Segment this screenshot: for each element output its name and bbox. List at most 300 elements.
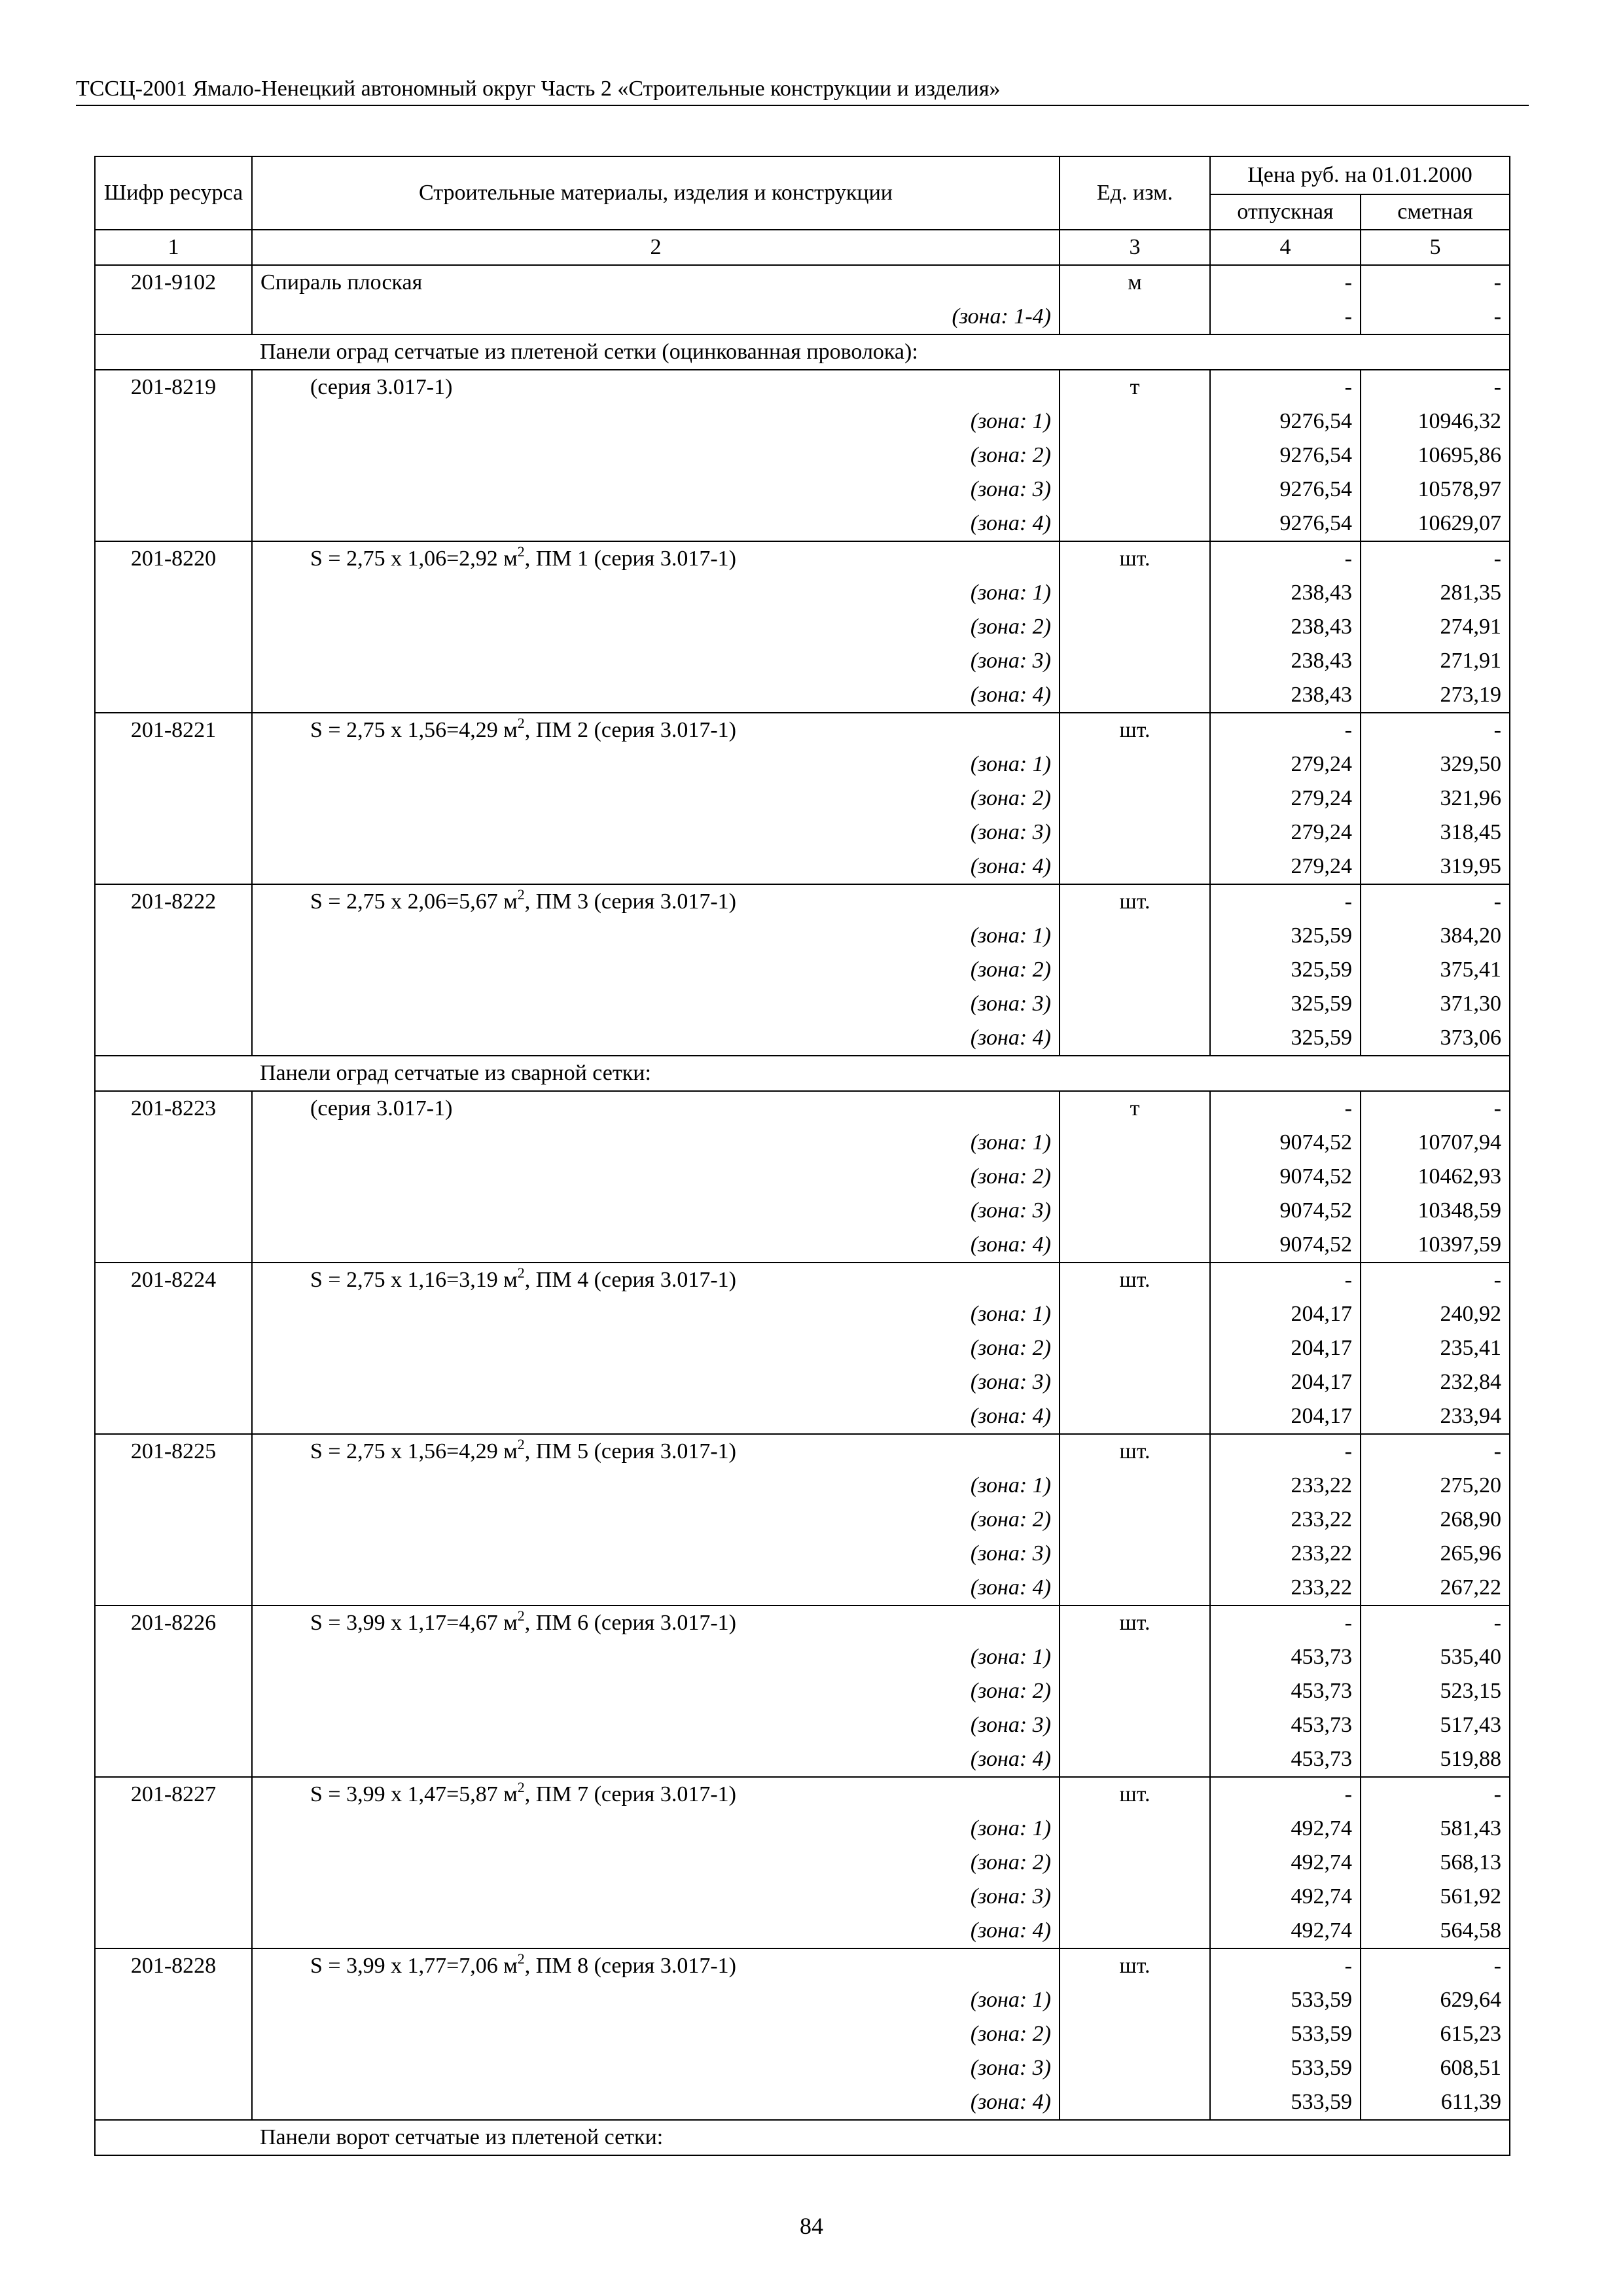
unit-of-measure xyxy=(1060,1812,1210,1846)
table-row-zone xyxy=(95,1571,1510,1605)
table-row-zone xyxy=(95,1194,1510,1228)
table-row-zone xyxy=(95,1365,1510,1399)
resource-code xyxy=(95,1846,252,1880)
estimate-price: - xyxy=(1361,300,1510,334)
zone-label: (зона: 2) xyxy=(252,1674,1060,1708)
zone-label: (зона: 1) xyxy=(252,404,1060,439)
table-row-item xyxy=(95,1434,1510,1469)
resource-code: 201-8227 xyxy=(95,1777,252,1812)
zone-label: (зона: 3) xyxy=(252,473,1060,507)
unit-of-measure: т xyxy=(1060,370,1210,404)
resource-code xyxy=(95,1021,252,1056)
superscript: 2 xyxy=(517,1607,525,1624)
release-price: - xyxy=(1210,1948,1361,1983)
estimate-price: 581,43 xyxy=(1361,1812,1510,1846)
resource-code xyxy=(95,1399,252,1434)
item-name xyxy=(252,884,1060,919)
estimate-price: 568,13 xyxy=(1361,1846,1510,1880)
item-name-text: S = 3,99 х 1,47=5,87 м xyxy=(310,1782,518,1806)
estimate-price: 268,90 xyxy=(1361,1503,1510,1537)
estimate-price: - xyxy=(1361,1091,1510,1126)
zone-label: (зона: 4) xyxy=(252,1228,1060,1263)
table-row-item xyxy=(95,1948,1510,1983)
release-price: 279,24 xyxy=(1210,816,1361,850)
column-number: 2 xyxy=(252,230,1060,265)
superscript: 2 xyxy=(517,1436,525,1452)
unit-of-measure xyxy=(1060,1365,1210,1399)
table-row-zone xyxy=(95,1297,1510,1331)
item-name xyxy=(252,1434,1060,1469)
table-row-zone xyxy=(95,1399,1510,1434)
unit-of-measure xyxy=(1060,1571,1210,1605)
resource-code: 201-8224 xyxy=(95,1263,252,1297)
estimate-price: 629,64 xyxy=(1361,1983,1510,2017)
release-price: 453,73 xyxy=(1210,1640,1361,1674)
item-name-text: S = 3,99 х 1,17=4,67 м xyxy=(310,1611,518,1635)
table-row-zone xyxy=(95,300,1510,334)
unit-of-measure xyxy=(1060,1914,1210,1948)
estimate-price: - xyxy=(1361,265,1510,300)
section-row xyxy=(95,1056,1510,1091)
zone-label: (зона: 1) xyxy=(252,1812,1060,1846)
table-row-zone xyxy=(95,1126,1510,1160)
table-row-zone xyxy=(95,781,1510,816)
superscript: 2 xyxy=(517,1950,525,1967)
zone-label: (зона: 2) xyxy=(252,1160,1060,1194)
item-name-text: S = 3,99 х 1,77=7,06 м xyxy=(310,1954,518,1978)
unit-of-measure xyxy=(1060,987,1210,1021)
table-row-zone xyxy=(95,1160,1510,1194)
unit-of-measure: т xyxy=(1060,1091,1210,1126)
table-row-zone xyxy=(95,1469,1510,1503)
price-table xyxy=(94,156,1510,2156)
release-price: - xyxy=(1210,1777,1361,1812)
resource-code: 201-8225 xyxy=(95,1434,252,1469)
release-price: 492,74 xyxy=(1210,1880,1361,1914)
column-header-price: Цена руб. на 01.01.2000 xyxy=(1210,156,1510,194)
resource-code xyxy=(95,2085,252,2120)
release-price: 325,59 xyxy=(1210,919,1361,953)
resource-code xyxy=(95,1812,252,1846)
estimate-price: 319,95 xyxy=(1361,850,1510,884)
zone-label: (зона: 3) xyxy=(252,987,1060,1021)
zone-label: (зона: 1) xyxy=(252,747,1060,781)
resource-code xyxy=(95,987,252,1021)
resource-code xyxy=(95,1331,252,1365)
table-row-zone xyxy=(95,507,1510,541)
release-price: - xyxy=(1210,884,1361,919)
table-body xyxy=(95,265,1510,2155)
estimate-price: 371,30 xyxy=(1361,987,1510,1021)
resource-code xyxy=(95,610,252,644)
item-name-text: S = 2,75 х 1,56=4,29 м xyxy=(310,1439,518,1463)
page-number: 84 xyxy=(800,2213,823,2239)
release-price: 453,73 xyxy=(1210,1674,1361,1708)
unit-of-measure: м xyxy=(1060,265,1210,300)
table-row-zone xyxy=(95,816,1510,850)
column-number: 1 xyxy=(95,230,252,265)
table-row-zone xyxy=(95,1674,1510,1708)
table-row-zone xyxy=(95,1331,1510,1365)
table-row-zone xyxy=(95,576,1510,610)
unit-of-measure xyxy=(1060,1640,1210,1674)
zone-label: (зона: 1) xyxy=(252,1469,1060,1503)
resource-code xyxy=(95,781,252,816)
zone-label: (зона: 1-4) xyxy=(252,300,1060,334)
unit-of-measure: шт. xyxy=(1060,1263,1210,1297)
release-price: 204,17 xyxy=(1210,1331,1361,1365)
table-row-zone xyxy=(95,953,1510,987)
unit-of-measure xyxy=(1060,2051,1210,2085)
estimate-price: - xyxy=(1361,370,1510,404)
unit-of-measure xyxy=(1060,2017,1210,2051)
estimate-price: 384,20 xyxy=(1361,919,1510,953)
estimate-price: 517,43 xyxy=(1361,1708,1510,1742)
table-row-zone xyxy=(95,473,1510,507)
table-row-zone xyxy=(95,1983,1510,2017)
unit-of-measure: шт. xyxy=(1060,1605,1210,1640)
release-price: 533,59 xyxy=(1210,2051,1361,2085)
release-price: 204,17 xyxy=(1210,1365,1361,1399)
column-header-estimate-price: сметная xyxy=(1361,194,1510,230)
section-code-cell xyxy=(95,2120,252,2155)
item-name-text: S = 2,75 х 1,06=2,92 м xyxy=(310,547,518,571)
resource-code xyxy=(95,953,252,987)
resource-code xyxy=(95,404,252,439)
resource-code xyxy=(95,2051,252,2085)
release-price: 238,43 xyxy=(1210,678,1361,713)
estimate-price: 615,23 xyxy=(1361,2017,1510,2051)
release-price: 279,24 xyxy=(1210,781,1361,816)
unit-of-measure xyxy=(1060,1399,1210,1434)
release-price: - xyxy=(1210,1605,1361,1640)
release-price: - xyxy=(1210,1263,1361,1297)
table-row-zone xyxy=(95,1880,1510,1914)
resource-code xyxy=(95,1742,252,1777)
estimate-price: 10946,32 xyxy=(1361,404,1510,439)
unit-of-measure xyxy=(1060,1194,1210,1228)
unit-of-measure: шт. xyxy=(1060,884,1210,919)
release-price: 9276,54 xyxy=(1210,507,1361,541)
release-price: 492,74 xyxy=(1210,1914,1361,1948)
zone-label: (зона: 1) xyxy=(252,1640,1060,1674)
unit-of-measure xyxy=(1060,1708,1210,1742)
resource-code xyxy=(95,1297,252,1331)
release-price: 204,17 xyxy=(1210,1297,1361,1331)
release-price: - xyxy=(1210,370,1361,404)
resource-code xyxy=(95,1914,252,1948)
release-price: 9074,52 xyxy=(1210,1194,1361,1228)
estimate-price: - xyxy=(1361,713,1510,747)
estimate-price: 10397,59 xyxy=(1361,1228,1510,1263)
item-name xyxy=(252,1605,1060,1640)
unit-of-measure xyxy=(1060,1021,1210,1056)
superscript: 2 xyxy=(517,886,525,903)
resource-code xyxy=(95,439,252,473)
unit-of-measure xyxy=(1060,2085,1210,2120)
zone-label: (зона: 3) xyxy=(252,816,1060,850)
unit-of-measure xyxy=(1060,1537,1210,1571)
unit-of-measure xyxy=(1060,747,1210,781)
unit-of-measure xyxy=(1060,610,1210,644)
unit-of-measure xyxy=(1060,1742,1210,1777)
item-name-text: Спираль плоская xyxy=(260,270,423,295)
estimate-price: 561,92 xyxy=(1361,1880,1510,1914)
estimate-price: - xyxy=(1361,1948,1510,1983)
estimate-price: 267,22 xyxy=(1361,1571,1510,1605)
estimate-price: 232,84 xyxy=(1361,1365,1510,1399)
table-row-item xyxy=(95,1605,1510,1640)
resource-code xyxy=(95,1880,252,1914)
section-code-cell xyxy=(95,1056,252,1091)
resource-code xyxy=(95,1365,252,1399)
estimate-price: 10707,94 xyxy=(1361,1126,1510,1160)
resource-code xyxy=(95,816,252,850)
estimate-price: 275,20 xyxy=(1361,1469,1510,1503)
section-row xyxy=(95,334,1510,370)
section-title: Панели оград сетчатые из сварной сетки: xyxy=(252,1056,1510,1091)
zone-label: (зона: 2) xyxy=(252,1331,1060,1365)
resource-code xyxy=(95,1983,252,2017)
estimate-price: 375,41 xyxy=(1361,953,1510,987)
release-price: 9074,52 xyxy=(1210,1126,1361,1160)
unit-of-measure xyxy=(1060,300,1210,334)
item-name-text: S = 2,75 х 1,16=3,19 м xyxy=(310,1268,518,1292)
table-row-zone xyxy=(95,1914,1510,1948)
unit-of-measure xyxy=(1060,816,1210,850)
estimate-price: - xyxy=(1361,1777,1510,1812)
table-row-zone xyxy=(95,1503,1510,1537)
unit-of-measure xyxy=(1060,1674,1210,1708)
item-name-tail: , ПМ 7 (серия 3.017-1) xyxy=(524,1782,736,1806)
column-header-unit: Ед. изм. xyxy=(1060,156,1210,230)
item-name xyxy=(252,1948,1060,1983)
release-price: 325,59 xyxy=(1210,953,1361,987)
estimate-price: - xyxy=(1361,541,1510,576)
unit-of-measure xyxy=(1060,1160,1210,1194)
estimate-price: 10629,07 xyxy=(1361,507,1510,541)
release-price: - xyxy=(1210,1434,1361,1469)
table-row-zone xyxy=(95,1708,1510,1742)
estimate-price: 608,51 xyxy=(1361,2051,1510,2085)
item-name-text: S = 2,75 х 2,06=5,67 м xyxy=(310,889,518,914)
release-price: - xyxy=(1210,265,1361,300)
zone-label: (зона: 4) xyxy=(252,2085,1060,2120)
release-price: - xyxy=(1210,1091,1361,1126)
release-price: - xyxy=(1210,713,1361,747)
unit-of-measure xyxy=(1060,1469,1210,1503)
item-name xyxy=(252,1777,1060,1812)
release-price: 453,73 xyxy=(1210,1742,1361,1777)
estimate-price: - xyxy=(1361,1605,1510,1640)
estimate-price: 318,45 xyxy=(1361,816,1510,850)
resource-code xyxy=(95,678,252,713)
item-name xyxy=(252,1263,1060,1297)
zone-label: (зона: 4) xyxy=(252,507,1060,541)
estimate-price: 233,94 xyxy=(1361,1399,1510,1434)
release-price: 238,43 xyxy=(1210,576,1361,610)
resource-code xyxy=(95,1571,252,1605)
zone-label: (зона: 4) xyxy=(252,1571,1060,1605)
column-header-code: Шифр ресурса xyxy=(95,156,252,230)
table-row-item xyxy=(95,541,1510,576)
zone-label: (зона: 4) xyxy=(252,1399,1060,1434)
resource-code: 201-8222 xyxy=(95,884,252,919)
release-price: 238,43 xyxy=(1210,644,1361,678)
zone-label: (зона: 3) xyxy=(252,1880,1060,1914)
unit-of-measure xyxy=(1060,953,1210,987)
table-row-zone xyxy=(95,1742,1510,1777)
release-price: 9074,52 xyxy=(1210,1160,1361,1194)
estimate-price: - xyxy=(1361,1434,1510,1469)
release-price: 533,59 xyxy=(1210,2017,1361,2051)
zone-label: (зона: 4) xyxy=(252,1914,1060,1948)
zone-label: (зона: 4) xyxy=(252,850,1060,884)
unit-of-measure xyxy=(1060,850,1210,884)
zone-label: (зона: 2) xyxy=(252,1846,1060,1880)
unit-of-measure xyxy=(1060,919,1210,953)
table-row-item xyxy=(95,370,1510,404)
table-row-zone xyxy=(95,919,1510,953)
release-price: 9276,54 xyxy=(1210,404,1361,439)
superscript: 2 xyxy=(517,543,525,560)
unit-of-measure xyxy=(1060,1983,1210,2017)
estimate-price: 235,41 xyxy=(1361,1331,1510,1365)
release-price: 325,59 xyxy=(1210,1021,1361,1056)
table-row-zone xyxy=(95,1640,1510,1674)
unit-of-measure xyxy=(1060,644,1210,678)
zone-label: (зона: 2) xyxy=(252,439,1060,473)
table-row-zone xyxy=(95,987,1510,1021)
estimate-price: 611,39 xyxy=(1361,2085,1510,2120)
zone-label: (зона: 3) xyxy=(252,2051,1060,2085)
resource-code xyxy=(95,300,252,334)
item-name-text: (серия 3.017-1) xyxy=(310,375,453,399)
resource-code xyxy=(95,1640,252,1674)
resource-code xyxy=(95,507,252,541)
zone-label: (зона: 2) xyxy=(252,781,1060,816)
zone-label: (зона: 3) xyxy=(252,1708,1060,1742)
section-code-cell xyxy=(95,334,252,370)
resource-code: 201-8220 xyxy=(95,541,252,576)
resource-code xyxy=(95,919,252,953)
table-row-zone xyxy=(95,850,1510,884)
superscript: 2 xyxy=(517,715,525,731)
resource-code: 201-9102 xyxy=(95,265,252,300)
column-number: 5 xyxy=(1361,230,1510,265)
table-row-item xyxy=(95,713,1510,747)
item-name-text: S = 2,75 х 1,56=4,29 м xyxy=(310,718,518,742)
table-row-item xyxy=(95,1091,1510,1126)
unit-of-measure: шт. xyxy=(1060,1777,1210,1812)
estimate-price: 10695,86 xyxy=(1361,439,1510,473)
column-header-name: Строительные материалы, изделия и конструкции xyxy=(252,156,1060,230)
resource-code xyxy=(95,850,252,884)
release-price: 233,22 xyxy=(1210,1469,1361,1503)
column-number: 3 xyxy=(1060,230,1210,265)
zone-label: (зона: 3) xyxy=(252,644,1060,678)
zone-label: (зона: 2) xyxy=(252,953,1060,987)
item-name-tail: , ПМ 3 (серия 3.017-1) xyxy=(524,889,736,914)
section-title: Панели оград сетчатые из плетеной сетки (оцинкованная проволока): xyxy=(252,334,1510,370)
unit-of-measure xyxy=(1060,1228,1210,1263)
resource-code xyxy=(95,747,252,781)
unit-of-measure: шт. xyxy=(1060,713,1210,747)
release-price: 533,59 xyxy=(1210,1983,1361,2017)
estimate-price: 271,91 xyxy=(1361,644,1510,678)
unit-of-measure xyxy=(1060,1503,1210,1537)
zone-label: (зона: 1) xyxy=(252,576,1060,610)
zone-label: (зона: 2) xyxy=(252,2017,1060,2051)
item-name xyxy=(252,265,1060,300)
estimate-price: 265,96 xyxy=(1361,1537,1510,1571)
item-name-tail: , ПМ 8 (серия 3.017-1) xyxy=(524,1954,736,1978)
estimate-price: 10462,93 xyxy=(1361,1160,1510,1194)
table-row-item xyxy=(95,884,1510,919)
unit-of-measure xyxy=(1060,404,1210,439)
resource-code xyxy=(95,473,252,507)
zone-label: (зона: 2) xyxy=(252,1503,1060,1537)
unit-of-measure xyxy=(1060,1880,1210,1914)
table-row-zone xyxy=(95,1846,1510,1880)
resource-code: 201-8228 xyxy=(95,1948,252,1983)
release-price: 233,22 xyxy=(1210,1571,1361,1605)
release-price: 9276,54 xyxy=(1210,439,1361,473)
estimate-price: 10578,97 xyxy=(1361,473,1510,507)
resource-code xyxy=(95,1126,252,1160)
table-row-zone xyxy=(95,404,1510,439)
table-row-zone xyxy=(95,644,1510,678)
resource-code: 201-8221 xyxy=(95,713,252,747)
resource-code xyxy=(95,576,252,610)
resource-code xyxy=(95,1469,252,1503)
table-row-zone xyxy=(95,1537,1510,1571)
estimate-price: 535,40 xyxy=(1361,1640,1510,1674)
zone-label: (зона: 3) xyxy=(252,1194,1060,1228)
resource-code xyxy=(95,1708,252,1742)
unit-of-measure xyxy=(1060,439,1210,473)
release-price: 279,24 xyxy=(1210,850,1361,884)
estimate-price: 240,92 xyxy=(1361,1297,1510,1331)
item-name xyxy=(252,541,1060,576)
unit-of-measure xyxy=(1060,1846,1210,1880)
release-price: 533,59 xyxy=(1210,2085,1361,2120)
estimate-price: 519,88 xyxy=(1361,1742,1510,1777)
unit-of-measure: шт. xyxy=(1060,1434,1210,1469)
estimate-price: 274,91 xyxy=(1361,610,1510,644)
item-name-text: (серия 3.017-1) xyxy=(310,1096,453,1121)
release-price: 492,74 xyxy=(1210,1846,1361,1880)
zone-label: (зона: 3) xyxy=(252,1537,1060,1571)
item-name-tail: , ПМ 4 (серия 3.017-1) xyxy=(524,1268,736,1292)
table-row-zone xyxy=(95,2017,1510,2051)
zone-label: (зона: 1) xyxy=(252,919,1060,953)
estimate-price: 321,96 xyxy=(1361,781,1510,816)
table-row-zone xyxy=(95,1812,1510,1846)
zone-label: (зона: 4) xyxy=(252,1021,1060,1056)
table-row-zone xyxy=(95,610,1510,644)
page-header: ТССЦ-2001 Ямало-Ненецкий автономный округ Часть 2 «Строительные конструкции и изделия» xyxy=(76,73,1529,106)
table-row-item xyxy=(95,1777,1510,1812)
release-price: 238,43 xyxy=(1210,610,1361,644)
zone-label: (зона: 2) xyxy=(252,610,1060,644)
unit-of-measure: шт. xyxy=(1060,541,1210,576)
estimate-price: 523,15 xyxy=(1361,1674,1510,1708)
zone-label: (зона: 1) xyxy=(252,1297,1060,1331)
resource-code xyxy=(95,1194,252,1228)
superscript: 2 xyxy=(517,1779,525,1795)
unit-of-measure xyxy=(1060,678,1210,713)
